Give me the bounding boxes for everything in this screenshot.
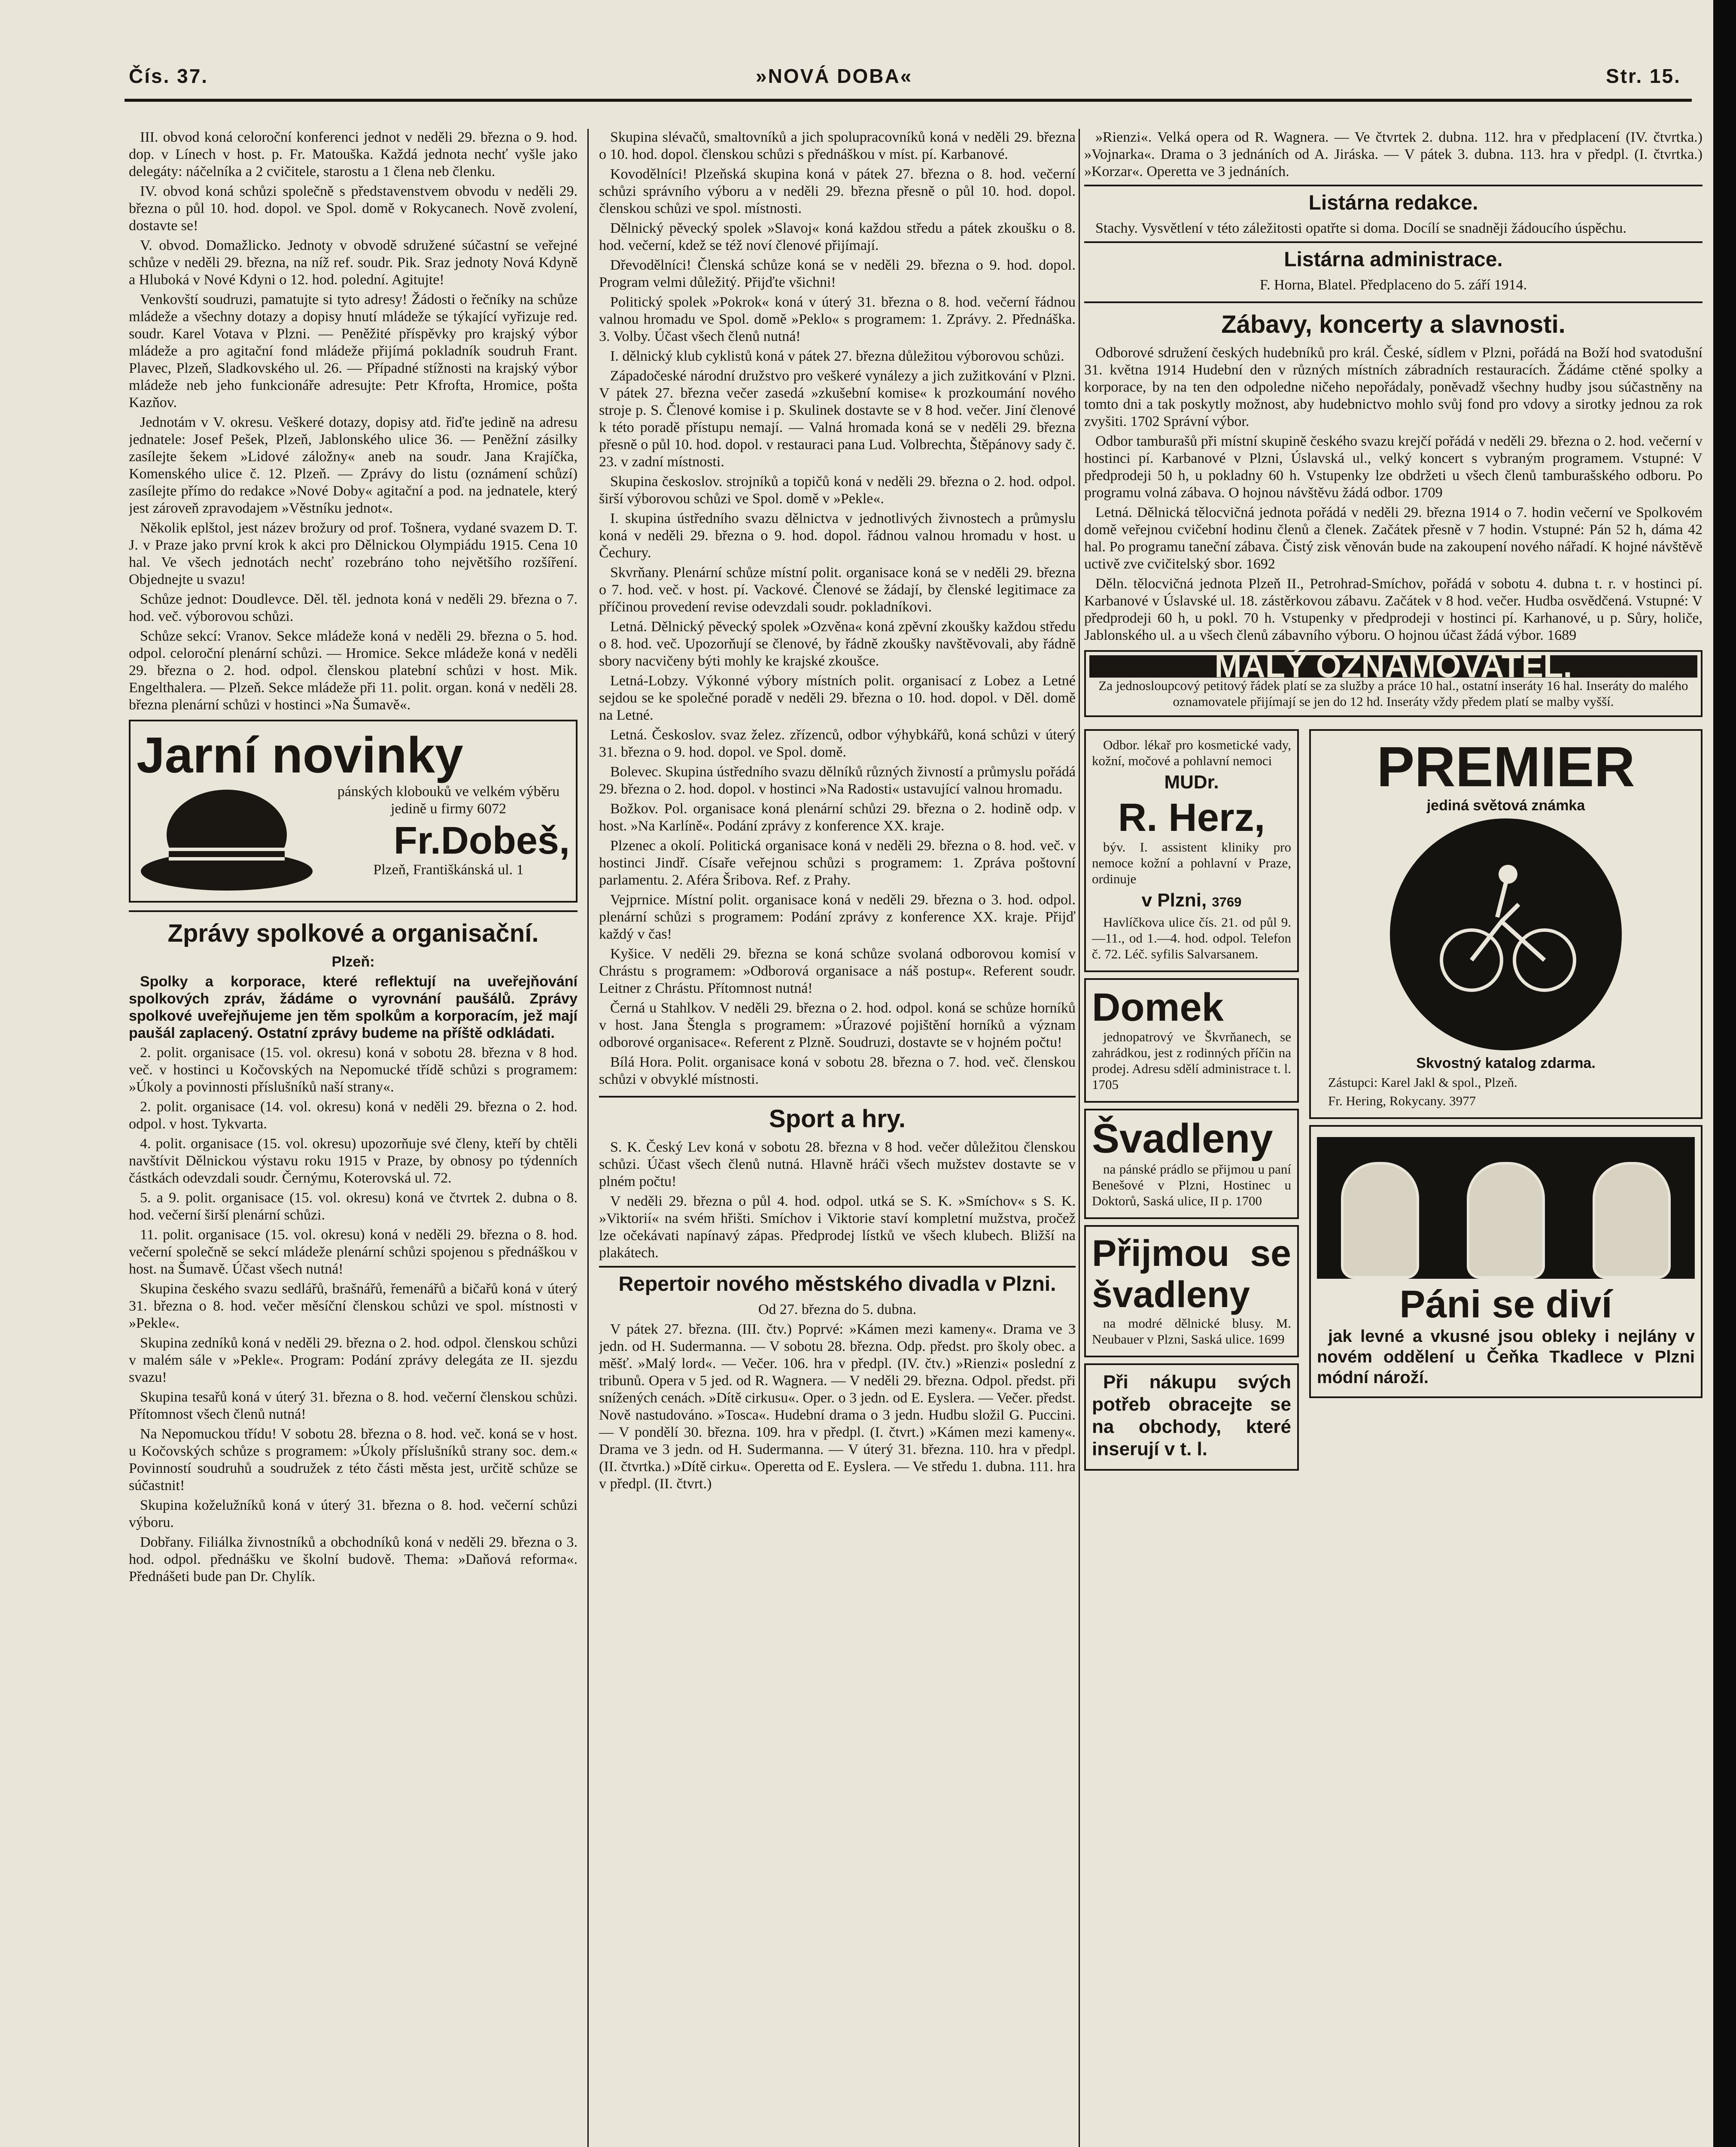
notice: Dřevodělníci! Členská schůze koná se v neděli 29. března o 9. hod. dopol. Program velmi důležitý. Přijďte všichni!	[599, 257, 1076, 290]
notice: Kovodělníci! Plzeňská skupina koná v pátek 27. března o 8. hod. večerní schůzi správního výboru a v neděli 29. března přesně o půl 10. hod. dopol. členskou schůzi ve spol. místnosti.	[599, 166, 1076, 216]
ad-code: 3977	[1449, 1093, 1476, 1108]
ad-text: býv. I. assistent kliniky pro nemoce kožní a pohlavní v Praze, ordinuje	[1092, 839, 1291, 886]
column-right	[1084, 129, 1703, 2147]
ad-title: MUDr.	[1164, 772, 1219, 793]
notice: Západočeské národní družstvo pro veškeré vynálezy a jich zužitkování v Plzni. V pátek 27. března večer zasedá »zkušební komise« k prozkoumání nového stroje p. S. Členové komise i p. Skulinek dostavte se v 8 hod. večer. Jiní členové k této poradě přístupu nemají. — Valná hromada koná se v neděli 29. března přesně o půl 10. hod. dopol. v restauraci pana Lud. Volbrechta, Štěpánovy sady č. 23. v zadní místnosti.	[599, 368, 1076, 470]
notice: Dobřany. Filiálka živnostníků a obchodníků koná v neděli 29. března o 3. hod. odpol. přednášku ve školní budově. Thema: »Daňová reforma«. Přednášeti bude pan Dr. Chylík.	[129, 1534, 578, 1584]
theatre-dates: Od 27. března do 5. dubna.	[758, 1302, 917, 1317]
shopping-notice	[1084, 1363, 1299, 1471]
notice: Letná. Dělnický pěvecký spolek »Ozvěna« koná zpěvní zkoušky každou středu o 8. hod. več. Upozorňují se členové, by řádně zkoušky navštěvovali, aby řádně sbory nacvičeny býti mohly ke krajské zkoušce.	[599, 619, 1076, 669]
column-middle	[599, 129, 1076, 2147]
ad-text: Havlíčkova ulice čís. 21. od půl 9.—11., od 1.—4. hod. odpol. Telefon č. 72. Léč. syfilis Salvarsanem.	[1092, 915, 1291, 961]
notice: V. obvod. Domažlicko. Jednoty v obvodě sdružené súčastní se veřejné schůze v neděli 29. března, na níž ref. soudr. Pik. Sraz jednoty Nová Kdyně a Hluboká v Nové Kdyni o 12. hod. polední. Agitujte!	[129, 237, 578, 288]
hat-advertisement	[129, 720, 578, 903]
city-heading: Plzeň:	[331, 954, 375, 970]
notice: I. dělnický klub cyklistů koná v pátek 27. března důležitou výborovou schůzi.	[610, 348, 1064, 364]
ad-title: Švadleny	[1092, 1116, 1273, 1162]
section-heading: Zprávy spolkové a organisační.	[129, 910, 578, 949]
notice: Letná. Dělnická tělocvičná jednota pořádá v neděli 29. března 1914 o 7. hodin večerní ve Spolkovém domě veřejnou cvičební hodinu členů a členek. Začátek přesně v 7 hodin. Vstupné: Pán 52 h, dáma 42 hal. Po programu taneční zábava. Čistý zisk věnován bude na zakoupení nového nářadí. K hojné návštěvě uctivě zve cvičitelský sbor. 1692	[1084, 505, 1703, 572]
notice: Skvrňany. Plenární schůze místní polit. organisace koná se v neděli 29. března o 7. hod. več. v host. pí. Vackové. Členové se žádají, by členské legitimace za příčinou provedení revise odevzdali soudr. pokladníkovi.	[599, 565, 1076, 615]
globe-with-cyclist-icon	[1390, 818, 1622, 1050]
faces-illustration	[1317, 1137, 1695, 1279]
notice: Skupina českého svazu sedlářů, brašnářů, řemenářů a bičařů koná v úterý 31. března o 8. hod. večer měsíční členskou schůzi ve spol. místnosti v »Pekle«.	[129, 1281, 578, 1331]
notice: Skupina tesařů koná v úterý 31. března o 8. hod. večerní členskou schůzi. Přítomnost všech členů nutná!	[129, 1389, 578, 1422]
hiring-advertisement	[1084, 1225, 1299, 1357]
notice: 5. a 9. polit. organisace (15. vol. okresu) koná ve čtvrtek 2. dubna o 8. hod. večerní širší plenární schůzi.	[129, 1190, 578, 1223]
notice: Na Nepomuckou třídu! V sobotu 28. března o 8. hod. več. koná se v host. u Kočovských schůze s programem: »Úkoly příslušníků strany soc. dem.« Povinností soudruhů a soudružek z této části města jest, určitě schůze se súčastnit!	[129, 1426, 578, 1493]
ad-text: Fr. Hering, Rokycany.	[1328, 1093, 1446, 1108]
notice: Vejprnice. Místní polit. organisace koná v neděli 29. března o 3. hod. odpol. plenární schůzi s programem: Podání zprávy z konference XX. kraje. Přijď každý v čas!	[599, 892, 1076, 942]
notice: Děln. tělocvičná jednota Plzeň II., Petrohrad-Smíchov, pořádá v sobotu 4. dubna t. r. v hostinci pí. Karbanové v Úslavské ul. 18. zástěrkovou zábavu. Začátek v 8 hod. večer. Hudba osvědčená. Vstupné: V předprodeji 60 h, u pokl. 70 h. Vstupenky v předprodeji v hostinci pí. Karhanové, u p. Sůry, holiče, Jablonského ul. a u všech členů zábavního výboru. O hojnou účast žádá výbor. 1689	[1084, 576, 1703, 643]
notice: 4. polit. organisace (15. vol. okresu) upozorňuje své členy, kteří by chtěli navštívit Dělnickou výstavu roku 1915 v Praze, by obnosy po týdenních částkách odevzdali soudr. Černýmu, Koterovská ul. 72.	[129, 1136, 578, 1186]
letters-admin-heading: Listárna administrace.	[1084, 241, 1703, 272]
classified-banner	[1084, 650, 1703, 717]
ad-address: Plzeň, Františkánská ul. 1	[373, 862, 524, 878]
notice: Letná-Lobzy. Výkonné výbory místních polit. organisací z Lobez a Letné sejdou se ke společné poradě v neděli 29. března o 10. hod. dopol. v Děl. domě na Letné.	[599, 673, 1076, 723]
ads-left-column	[1084, 723, 1299, 1477]
notice: Božkov. Pol. organisace koná plenární schůzi 29. března o 2. hodině odp. v host. »Na Karlíně«. Podání zprávy z konference XX. kraje.	[599, 801, 1076, 834]
face-icon	[1593, 1162, 1671, 1279]
notice: Stachy. Vysvětlení v této záležitosti opatřte si doma. Docílí se snadněji žádoucího úspěchu.	[1095, 220, 1627, 236]
ads-right-column	[1309, 723, 1703, 1477]
notice: Kyšice. V neděli 29. března se koná schůze svolaná odborovou komisí v Chrástu s programem: »Odborová organisace a náš postup«. Referent soudr. Leitner z Chrástu. Přítomnost nutná!	[599, 946, 1076, 996]
notice: F. Horna, Blatel. Předplaceno do 5. září 1914.	[1259, 277, 1527, 293]
ad-title: Jarní novinky	[137, 727, 463, 784]
notice: Několik eplštol, jest název brožury od prof. Tošnera, vydané svazem D. T. J. v Praze jako první krok k akci pro Dělnickou Olympiádu 1915. Cena 10 hal. Ve všech jednotách nechť rozebráno toho největšího rozšíření. Objednejte u svazu!	[129, 520, 578, 587]
notice: Letná. Českoslov. svaz želez. zřízenců, odbor výhybkářů, koná schůzi v úterý 31. března o 9. hod. dopol. ve Spol. domě.	[599, 727, 1076, 760]
letters-editorial-heading: Listárna redakce.	[1084, 185, 1703, 216]
ads-grid	[1084, 723, 1703, 1477]
ad-title: Páni se diví	[1399, 1283, 1612, 1326]
masthead: »NOVÁ DOBA«	[756, 65, 913, 87]
bowler-hat-icon	[137, 783, 317, 895]
notice: Plzenec a okolí. Politická organisace koná v neděli 29. března o 8. hod. več. v hostinci Jindř. Císaře veřejnou schůzi s programem: 1. Zpráva poštovní parlamentu. 2. Aféra Šribova. Ref. z Prahy.	[599, 838, 1076, 888]
ad-text: jak levné a vkusné jsou obleky i nejlány v novém oddělení u Čeňka Tkadlece v Plzni módní nároží.	[1317, 1327, 1695, 1387]
notice: Skupina českoslov. strojníků a topičů koná v neděli 29. března o 2. hod. odpol. širší výborovou schůzi ve Spol. domě v »Pekle«.	[599, 474, 1076, 507]
face-icon	[1341, 1162, 1419, 1279]
notice: Odborové sdružení českých hudebníků pro král. České, sídlem v Plzni, pořádá na Boží hod svatodušní 31. května 1914 Hudební den v různých místních zábradních restauracích. Žádáme ctěné spolky a korporace, by na ten den odpoledne ničeho nepořádaly, poněvadž všechny hudby jsou súčastněny na tomto dni a tak poskytly možnost, aby hudebnictvo mohlo svůj fond pro vdovy a sirotky jednou za rok zvyšiti. 1702 Správní výbor.	[1084, 345, 1703, 429]
face-icon	[1467, 1162, 1545, 1279]
classified-terms: Za jednosloupcový petitový řádek platí se za služby a práce 10 hal., ostatní inseráty 16 hal. Inseráty do malého oznamovatele přijímají se jen do 12 hd. Inseráty vždy předem platí se malby vyšší.	[1098, 678, 1688, 709]
scan-edge	[1713, 0, 1736, 2147]
ad-brand: Fr.Dobeš,	[393, 819, 570, 862]
bicycle-advertisement	[1309, 729, 1703, 1119]
section-heading: Zábavy, koncerty a slavnosti.	[1084, 301, 1703, 340]
doctor-advertisement	[1084, 729, 1299, 972]
notice: Spolky a korporace, které reflektují na uveřejňování spolkových zpráv, žádáme o vyrovnání paušálů. Zprávy spolkové uveřejňujeme jen těm spolkům a korporacím, jež mají paušál zaplacený. Ostatní zprávy budeme na příště odkládati.	[129, 973, 578, 1041]
page-number: Str. 15.	[1606, 65, 1681, 87]
column-divider	[587, 129, 589, 2147]
column-left	[129, 129, 578, 2147]
ad-title: Přijmou se švadleny	[1092, 1233, 1291, 1315]
notice: Skupina zedníků koná v neděli 29. března o 2. hod. odpol. členskou schůzi v malém sále v »Pekle«. Program: Podání zprávy delegáta ze II. sjezdu svazu!	[129, 1335, 578, 1385]
notice: I. skupina ústředního svazu dělnictva v jednotlivých živnostech a průmyslu koná v neděli 29. března o 9. hod. dopol. řádnou valnou hromadu v host. u Čechury.	[599, 511, 1076, 561]
notice: Černá u Stahlkov. V neděli 29. března o 2. hod. odpol. koná se schůze horníků v host. Jana Štengla s programem: »Úrazové pojištění horníků a význam odborové organisace«. Referent z Plzně. Soudruzi, dostavte se v hojném počtu!	[599, 1000, 1076, 1050]
notice: Skupina slévačů, smaltovníků a jich spolupracovníků koná v neděli 29. března o 10. hod. dopol. členskou schůzi s přednáškou v míst. pí. Karbanové.	[599, 129, 1076, 162]
column-divider	[1079, 129, 1080, 2147]
ad-text: Při nákupu svých potřeb obracejte se na obchody, které inserují v t. l.	[1092, 1372, 1291, 1460]
notice: Dělnický pěvecký spolek »Slavoj« koná každou středu a pátek zkoušku o 8. hod. večerní, kdež se též noví členové přijímají.	[599, 220, 1076, 253]
ad-text: pánských klobouků ve velkém výběru jedině u firmy 6072	[337, 784, 560, 817]
ad-city: v Plzni,	[1141, 890, 1207, 911]
ad-text: na pánské prádlo se přijmou u paní Benešové v Plzni, Hostinec u Doktorů, Saská ulice, II p. 1700	[1092, 1162, 1291, 1208]
header-rule	[125, 99, 1692, 102]
seamstress-advertisement	[1084, 1109, 1299, 1219]
notice: IV. obvod koná schůzi společně s představenstvem obvodu v neděli 29. března o půl 10. hod. dopol. ve Spol. domě v Rokycanech. Nově zvolení, dostavte se!	[129, 183, 578, 234]
notice: Schůze jednot: Doudlevce. Děl. těl. jednota koná v neděli 29. března o 7. hod. več. výborovou schůzi.	[129, 591, 578, 624]
ad-text: na modré dělnické blusy. M. Neubauer v Plzni, Saská ulice. 1699	[1092, 1316, 1291, 1347]
ad-code: 3769	[1212, 894, 1242, 909]
issue-number: Čís. 37.	[129, 65, 209, 87]
notice: Bílá Hora. Polit. organisace koná v sobotu 28. března o 7. hod. več. členskou schůzi v obvyklé místnosti.	[599, 1054, 1076, 1087]
notice: Skupina koželužníků koná v úterý 31. března o 8. hod. večerní schůzi výboru.	[129, 1497, 578, 1530]
notice: Odbor tamburašů při místní skupině českého svazu krejčí pořádá v neděli 29. března o 2. hod. večerní v hostinci pí. Karbanové v Plzni, Úslavská ul., velký koncert s vybraným programem. Vstupné: V předprodeji 50 h, u pokladny 60 h. Vstupenky lze obdržeti u všech členů tamburašského odboru. Po programu volná zábava. O hojnou návštěvu žádá odbor. 1709	[1084, 433, 1703, 501]
theatre-schedule: V pátek 27. března. (III. čtv.) Poprvé: »Kámen mezi kameny«. Drama ve 3 jedn. od H. Sudermanna. — V sobotu 28. března. Odp. předst. pro školy obec. a měšť. »Malý lord«. — Večer. 106. hra v předpl. (IV. čtv.) »Rienzi« poslední z tribunů. Opera v 5 jed. od R. Wagnera. — V neděli 29. března. Odpol. předst. při snížených cenách. »Dítě cirkusu«. Oper. o 3 jedn. od E. Eyslera. — Večer. předst. Nově nastudováno. »Tosca«. Hudební drama o 3 jedn. Hudbu složil G. Puccini. — V pondělí 30. března. 109. hra v předpl. (I. čtvrt.) »Kámen mezi kameny«. Drama ve 3 jedn. od H. Sudermanna. — V úterý 31. března. 110. hra v předpl. (II. čtvrtka.) »Dítě cirku«. Operetta od E. Eyslera. — Ve středu 1. dubna. 111. hra v předpl. (II. čtvrt.)	[599, 1321, 1076, 1492]
notice: 11. polit. organisace (15. vol. okresu) koná v neděli 29. března o 8. hod. večerní společně se sekcí mládeže plenární schůzi spojenou s přednáškou v host. na Šumavě. Účast všech nutná!	[129, 1227, 578, 1277]
notice: III. obvod koná celoroční konferenci jednot v neděli 29. března o 9. hod. dop. v Línech v host. p. Fr. Matouška. Každá jednota nechť vyšle jako delegáty: náčelníka a 2 cvičitele, starostu a 1 člena neb členku.	[129, 129, 578, 179]
notice: 2. polit. organisace (14. vol. okresu) koná v neděli 29. března o 2. hod. odpol. v host. Tykvarta.	[129, 1099, 578, 1132]
ad-text: Skvostný katalog zdarma.	[1416, 1055, 1596, 1071]
notice: Venkovští soudruzi, pamatujte si tyto adresy! Žádosti o řečníky na schůze mládeže a všechny dotazy a dopisy hnutí mládeže se týkající vyřizuje red. soudr. Karel Votava v Plzni. — Peněžité příspěvky pro krajský výbor mládeže a pro agitační fond mládeže přijímá pokladník soudruh Frant. Plavec, Plzeň, Sladkovského ul. 26. — Případné stížnosti na krajský výbor mládeže neb jeho funkcionáře adresujte: Petr Kfrofta, Hromice, pošta Kazňov.	[129, 292, 578, 411]
theatre-schedule-continued: »Rienzi«. Velká opera od R. Wagnera. — Ve čtvrtek 2. dubna. 112. hra v předplacení (IV. čtvrtka.) »Vojnarka«. Drama o 3 jednáních od A. Jiráska. — V pátek 3. dubna. 113. hra v předpl. (I. čtvrtka.) »Korzar«. Operetta ve 3 jednáních.	[1084, 129, 1703, 179]
notice: Bolevec. Skupina ústředního svazu dělníků různých živností a průmyslu pořádá 29. března o 2. hod. dopol. v hostinci »Na Radosti« ustavující valnou hromadu.	[599, 764, 1076, 797]
doctor-name: R. Herz,	[1118, 796, 1265, 839]
ad-title: Domek	[1092, 985, 1224, 1029]
notice: Politický spolek »Pokrok« koná v úterý 31. března o 8. hod. večerní řádnou valnou hromadu ve Spol. domě »Peklo« s programem: 1. Zprávy. 2. Přednáška. 3. Volby. Účast všech členů nutná!	[599, 294, 1076, 344]
notice: Schůze sekcí: Vranov. Sekce mládeže koná v neděli 29. března o 5. hod. odpol. celoroční plenární schůzi. — Hromice. Sekce mládeže koná v neděli 29. března o 2. hod. odpol. členskou platební schůzi v host. Mik. Engelthalera. — Plzeň. Sekce mládeže při 11. polit. organ. koná v neděli 28. března plenární schůzi v hostinci »Na Šumavě«.	[129, 628, 578, 713]
notice: S. K. Český Lev koná v sobotu 28. března v 8 hod. večer důležitou členskou schůzi. Účast všech členů nutná. Hlavně hráči všech mužstev dostavte se v plném počtu!	[599, 1139, 1076, 1189]
ad-title: PREMIER	[1377, 735, 1635, 798]
section-heading: Sport a hry.	[599, 1096, 1076, 1134]
theatre-heading: Repertoir nového městského divadla v Plzni.	[599, 1266, 1076, 1297]
ad-text: jednopatrový ve Škvrňanech, se zahrádkou, jest z rodinných příčin na prodej. Adresu sdělí administrace t. l. 1705	[1092, 1029, 1291, 1092]
ad-subtitle: jediná světová známka	[1426, 797, 1585, 814]
house-advertisement	[1084, 978, 1299, 1103]
notice: V neděli 29. března o půl 4. hod. odpol. utká se S. K. »Smíchov« s S. K. »Viktorií« na svém hřišti. Smíchov i Viktorie staví kompletní mužstva, pročež lze očekávati napínavý zápas. Předprodej lístků ve všech klubech. Bližší na plakátech.	[599, 1193, 1076, 1261]
notice: Jednotám v V. okresu. Veškeré dotazy, dopisy atd. řiďte jedině na adresu jednatele: Josef Pešek, Plzeň, Jablonského ulice 36. — Peněžní zásilky zasílejte šekem »Lidové záložny« aneb na soudr. Jana Krajíčka, Komenského ulice č. 12. Plzeň. — Zprávy do listu (oznámení schůzí) zasílejte přímo do redakce »Nové Doby« agitační a pod. na jednatele, který jest zároveň zpravodajem »Věstníku jednot«.	[129, 414, 578, 516]
classified-title: MALÝ OZNAMOVATEL.	[1089, 655, 1697, 678]
ad-text: Zástupci: Karel Jakl & spol., Plzeň.	[1328, 1075, 1517, 1090]
tailor-advertisement	[1309, 1125, 1703, 1398]
notice: 2. polit. organisace (15. vol. okresu) koná v sobotu 28. března v 8 hod. več. v hostinci u Kočovských na Nepomucké třídě schůzi s programem: »Úkoly a povinnosti příslušníků naší strany«.	[129, 1045, 578, 1095]
ad-text: Odbor. lékař pro kosmetické vady, kožní, močové a pohlavní nemoci	[1092, 737, 1291, 768]
cyclist-icon	[1390, 818, 1622, 1050]
